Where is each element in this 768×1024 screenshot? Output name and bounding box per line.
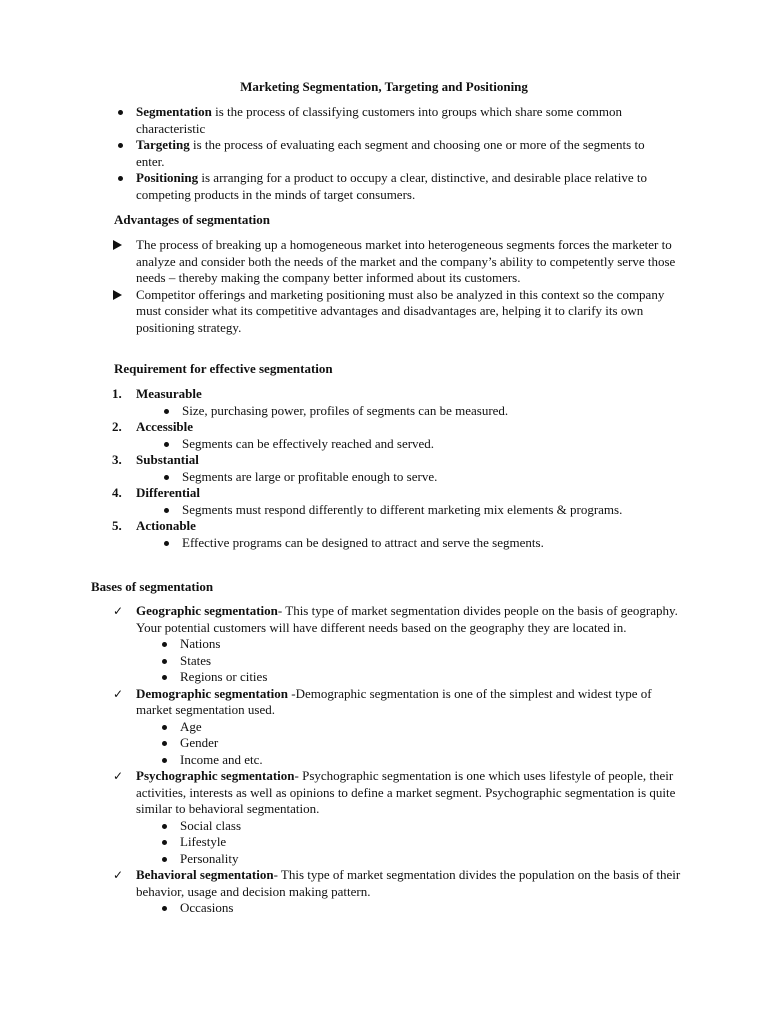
definition-term: Targeting	[136, 137, 190, 152]
requirements-heading: Requirement for effective segmentation	[114, 361, 333, 376]
base-example	[180, 818, 681, 835]
base-example-text: Social class	[180, 817, 242, 833]
requirement-detail	[182, 403, 656, 420]
base-example-text: Income and etc.	[180, 751, 263, 767]
base-item	[113, 867, 681, 917]
bases-list	[113, 603, 681, 917]
definition-item	[136, 170, 676, 203]
advantages-heading: Advantages of segmentation	[114, 212, 270, 227]
base-name: Psychographic segmentation	[136, 768, 295, 783]
base-text: - Psychographic segmentation is one which uses lifestyle of people, their activities, interests as well as opinions to define a market segment. Psychographic segmentation is quite similar to behavioral segmentation.	[136, 768, 676, 816]
base-name: Demographic segmentation	[136, 685, 289, 701]
requirement-detail	[182, 502, 632, 519]
definition-term: Segmentation	[136, 104, 212, 119]
requirement-item	[112, 452, 656, 485]
requirement-detail	[182, 535, 656, 552]
checkmark-icon: ✓	[113, 686, 124, 701]
base-text: -Demographic segmentation is one of the simplest and widest type of market segmentation used.	[136, 685, 652, 717]
base-example	[180, 752, 681, 769]
advantage-text: The process of breaking up a homogeneous market into heterogeneous segments forces the marketer to analyze and consider both the needs of the market and the company’s ability to competently serve those needs – thereby making the company better informed about its customers.	[136, 237, 676, 285]
base-example	[180, 719, 681, 736]
arrow-bullet-icon	[113, 240, 122, 250]
base-example	[180, 636, 681, 653]
base-example-text: Personality	[180, 850, 239, 866]
base-example-text: Nations	[180, 636, 221, 651]
requirement-item	[112, 386, 656, 419]
base-name: Geographic segmentation	[136, 603, 278, 618]
definition-item	[136, 137, 676, 170]
requirement-number: 2.	[112, 419, 122, 434]
definition-item	[136, 104, 676, 137]
definitions-list	[136, 104, 676, 203]
advantage-item	[136, 237, 676, 287]
base-example-text: Occasions	[180, 900, 234, 915]
base-item	[113, 768, 681, 867]
requirement-detail-text: Segments must respond differently to different marketing mix elements & programs.	[182, 501, 623, 517]
requirement-detail	[182, 469, 656, 486]
base-example	[180, 735, 681, 752]
requirement-detail-text: Segments can be effectively reached and served.	[182, 435, 435, 451]
base-item	[113, 685, 681, 769]
checkmark-icon: ✓	[113, 868, 124, 882]
base-example-text: States	[180, 652, 212, 668]
base-example-text: Lifestyle	[180, 834, 227, 849]
base-text: - This type of market segmentation divides people on the basis of geography. Your potential customers will have different needs based on the geography they are located in.	[136, 603, 678, 635]
base-example	[180, 900, 681, 917]
base-item	[113, 603, 681, 686]
advantages-list	[136, 237, 676, 336]
requirement-name: Actionable	[136, 518, 196, 533]
requirement-item	[112, 419, 656, 452]
base-example-text: Gender	[180, 735, 219, 750]
definition-term: Positioning	[136, 170, 199, 185]
requirement-item	[112, 518, 656, 551]
requirement-number: 1.	[112, 386, 122, 401]
base-example-text: Age	[180, 718, 202, 734]
requirement-detail-text: Size, purchasing power, profiles of segments can be measured.	[182, 402, 509, 418]
requirement-name: Differential	[136, 485, 201, 500]
base-example-text: Regions or cities	[180, 669, 268, 684]
document-title: Marketing Segmentation, Targeting and Positioning	[240, 79, 528, 94]
definition-text: is the process of classifying customers into groups which share some common characteristic	[136, 104, 622, 136]
base-example	[180, 669, 681, 686]
advantage-text: Competitor offerings and marketing positioning must also be analyzed in this context so the company must consider what its competitive advantages and disadvantages are, helping it to clarify its own positioning strategy.	[136, 286, 665, 335]
definition-text: is the process of evaluating each segment and choosing one or more of the segments to enter.	[136, 137, 645, 169]
requirement-detail-text: Segments are large or profitable enough to serve.	[182, 468, 438, 484]
definition-text: is arranging for a product to occupy a clear, distinctive, and desirable place relative to competing products in the minds of target consumers.	[136, 170, 648, 202]
requirements-list	[112, 386, 656, 551]
requirement-item	[112, 485, 656, 518]
requirement-number: 4.	[112, 485, 122, 500]
requirement-number: 5.	[112, 518, 122, 533]
base-example	[180, 653, 681, 670]
requirement-name: Accessible	[136, 419, 194, 434]
arrow-bullet-icon	[113, 290, 122, 300]
base-text: - This type of market segmentation divides the population on the basis of their behavior, usage and decision making pattern.	[136, 867, 681, 899]
requirement-name: Substantial	[136, 452, 199, 467]
requirement-detail-text: Effective programs can be designed to attract and serve the segments.	[182, 534, 544, 550]
base-name: Behavioral segmentation	[136, 867, 274, 882]
advantage-item	[136, 287, 676, 337]
checkmark-icon: ✓	[113, 604, 124, 618]
requirement-name: Measurable	[136, 386, 202, 401]
requirement-detail	[182, 436, 656, 453]
bases-heading: Bases of segmentation	[91, 579, 214, 594]
base-example	[180, 851, 681, 868]
checkmark-icon: ✓	[113, 769, 124, 783]
requirement-number: 3.	[112, 452, 122, 467]
base-example	[180, 834, 681, 851]
